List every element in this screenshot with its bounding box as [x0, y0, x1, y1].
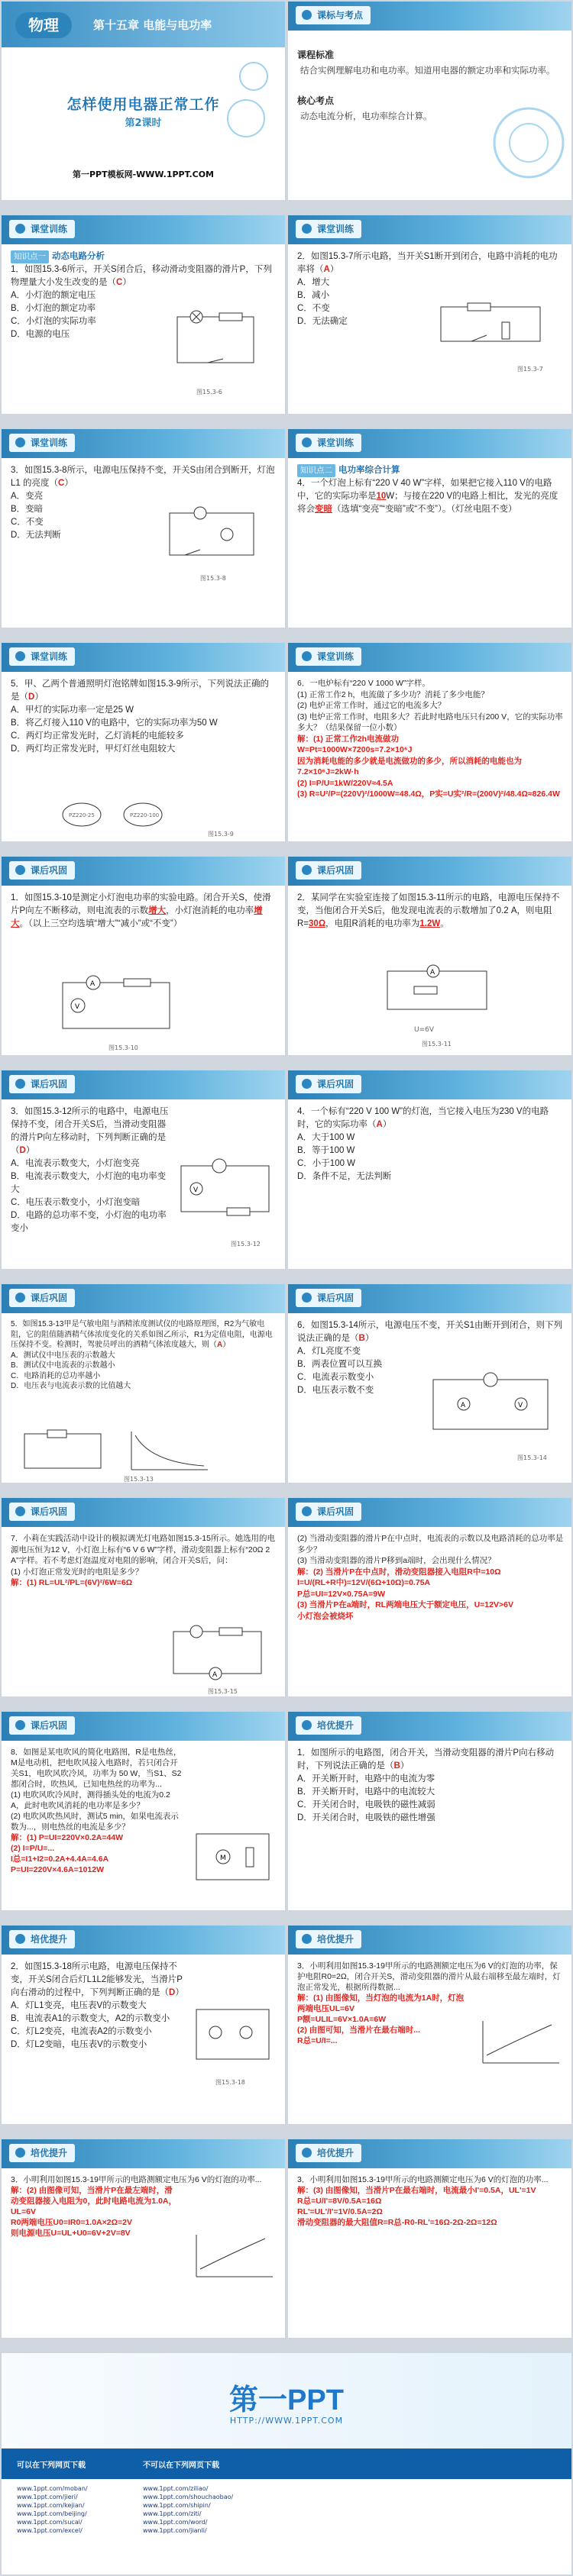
- option: D．无法判断: [11, 531, 61, 540]
- section-tag: 课堂训练: [9, 647, 75, 666]
- figure-caption: 图15.3-13: [124, 1476, 154, 1483]
- figure-caption: 图15.3-8: [200, 575, 226, 582]
- circuit-diagram: [426, 295, 555, 357]
- answer: 1.2W: [419, 919, 441, 928]
- question-end: ）: [329, 265, 339, 274]
- section-tag: 课堂训练: [296, 434, 361, 452]
- solution-line: 解：(1) 正常工作2h电流做功: [297, 734, 400, 744]
- option: D．无法确定: [297, 317, 348, 326]
- option: C．电压表示数变小，小灯泡变暗: [11, 1198, 141, 1207]
- answer: B: [358, 1334, 365, 1343]
- bulb-label: PZ220-100: [130, 812, 160, 818]
- option: B．测试仪中电流表的示数越小: [11, 1361, 115, 1370]
- solution-line: 小灯泡会被烧坏: [297, 1611, 354, 1621]
- svg-text:V: V: [193, 1186, 199, 1194]
- circuit-diagram: [47, 971, 185, 1040]
- lesson-title: 怎样使用电器正常工作: [66, 96, 220, 113]
- question-text: 3．小明利用如图15.3-19甲所示的电路测额定电压为6 V的灯泡的功率...: [11, 2175, 262, 2184]
- slide-q5: [2, 643, 285, 841]
- option: B．小灯泡的额定功率: [11, 304, 96, 313]
- section-tag: 课堂训练: [296, 220, 361, 238]
- slide-q4: [288, 429, 571, 628]
- answer: 增大: [148, 906, 167, 915]
- option: A．大于100 W: [297, 1133, 355, 1142]
- option: B．将乙灯接入110 V的电路中，它的实际功率为50 W: [11, 718, 218, 728]
- forbidden-link[interactable]: www.1ppt.com/jianli/: [143, 2527, 207, 2534]
- knowledge-label: 知识点一: [11, 250, 49, 263]
- answer: C: [58, 479, 65, 488]
- section-tag: 培优提升: [9, 1930, 75, 1948]
- solution-line: R总=U/I=...: [297, 2036, 338, 2045]
- option: A．灯L1变亮，电压表V的示数变大: [11, 2001, 147, 2010]
- slide-adv3: [288, 1926, 571, 2124]
- solution-line: I=U/(RL+R中)=12V/(6Ω+10Ω)=0.75A: [297, 1578, 431, 1587]
- option: C．电流表示数变小: [297, 1373, 374, 1382]
- chapter-title: 第十五章 电能与电功率: [93, 18, 212, 32]
- option: D．灯L2变暗，电压表V的示数变小: [11, 2040, 147, 2049]
- question-text: 3．如图15.3-12所示的电路中，电源电压保持不变，闭合开关S后，当滑动变阻器的滑片P向左移动时，下列判断正确的是（: [11, 1107, 169, 1155]
- slide-hw5: [2, 1284, 285, 1483]
- slide-hw8: [2, 1712, 285, 1910]
- sub-question: (2) 电吹风吹热风时，测试5 min，如果电流表示数为...，则电热丝的电流是多少？: [11, 1812, 179, 1832]
- option: C．灯L2变亮，电流表A2的示数变小: [11, 2027, 152, 2036]
- question-text: 4．一个标有“220 V 100 W”的灯泡，当它接入电压为230 V的电路时，它的实际功率（: [297, 1107, 549, 1129]
- allowed-title: 可以在下列网页下载: [17, 2461, 86, 2470]
- allowed-link[interactable]: www.1ppt.com/moban/: [17, 2485, 88, 2492]
- forbidden-link[interactable]: www.1ppt.com/shipin/: [143, 2502, 211, 2509]
- option: C．小灯泡的实际功率: [11, 317, 96, 326]
- slide-adv2: [2, 1926, 285, 2124]
- option: B．等于100 W: [297, 1146, 355, 1155]
- question-text: 7．小莉在实践活动中设计的模拟调光灯电路如图15.3-15所示。她选用的电源电压恒为12 V，小灯泡上标有“6 V 6 W”字样，滑动变阻器上标有“20Ω 2 A”字样。若不考虑灯泡温度对电阻的影响，闭合开关S后，问：: [11, 1534, 275, 1565]
- question-end: ）: [175, 1988, 184, 1997]
- sub-question: (2) 当滑动变阻器的滑片P在中点时，电流表的示数以及电路消耗的总功率是多少？: [297, 1534, 564, 1554]
- slide-cover: [2, 2, 285, 200]
- allowed-link[interactable]: www.1ppt.com/jieri/: [17, 2494, 78, 2500]
- forbidden-link[interactable]: www.1ppt.com/shouchaobao/: [143, 2494, 234, 2500]
- circuit-diagram: [173, 1154, 277, 1223]
- slide-adv3-c: [288, 2139, 571, 2338]
- forbidden-link[interactable]: www.1ppt.com/ziti/: [143, 2510, 202, 2517]
- figure-caption: 图15.3-18: [215, 2079, 245, 2086]
- figure-caption: 图15.3-12: [231, 1241, 261, 1248]
- answer: A: [323, 265, 330, 274]
- svg-text:A: A: [212, 1671, 218, 1679]
- answer: 10: [376, 492, 387, 501]
- figure-caption: 图15.3-14: [517, 1454, 547, 1461]
- graph-diagram: [471, 2017, 563, 2071]
- option: C．不变: [297, 304, 330, 313]
- forbidden-link[interactable]: www.1ppt.com/word/: [143, 2519, 208, 2526]
- question-text: 4．一个灯泡上标有“220 V 40 W”字样，如果把它接入110 V的电路中，它的实际功率是: [297, 479, 552, 501]
- answer: 增大: [11, 906, 263, 928]
- slide-hw2: [288, 857, 571, 1055]
- allowed-link[interactable]: www.1ppt.com/sucai/: [17, 2519, 83, 2526]
- circuit-and-graph: [17, 1428, 215, 1474]
- svg-text:A: A: [90, 980, 96, 988]
- question-text: 1．如图15.3-10是测定小灯泡电功率的实验电路。闭合开关S，使滑片P向左不断移动，则电流表的示数: [11, 893, 271, 915]
- section-tag: 课后巩固: [296, 1289, 361, 1307]
- question-text: 。: [440, 919, 449, 928]
- option: D．电压表示数不变: [297, 1386, 374, 1395]
- question-end: ）: [382, 1120, 392, 1129]
- solution-line: R总=U/I'=8V/0.5A=16Ω: [297, 2197, 382, 2206]
- sub-question: (3) 当滑动变阻器的滑片P移到a端时，会出现什么情况？: [297, 1556, 496, 1565]
- option: C．不变: [11, 518, 44, 527]
- section-tag: 课后巩固: [296, 1075, 361, 1093]
- question-text: ，电阻R消耗的电功率为: [325, 919, 420, 928]
- option: D．开关闭合时，电吸铁的磁性增强: [297, 1813, 435, 1822]
- question-text: W；与接在220 V的电路上相比，发光的亮度将会: [297, 492, 558, 514]
- option: A．开关断开时，电路中的电流为零: [297, 1774, 435, 1784]
- option: B．减小: [297, 291, 330, 300]
- knowledge-label: 知识点二: [297, 464, 335, 477]
- option: D．两灯均正常发光时，甲灯灯丝电阻较大: [11, 744, 176, 754]
- sub-question: (3) 电炉正常工作时，电阻多大？若此时电路电压只有200 V，它的实际功率多大？（结果保留一位小数）: [297, 712, 563, 732]
- option: B．电流表A1的示数变大，A2的示数变小: [11, 2014, 170, 2023]
- section-tag: 课后巩固: [296, 861, 361, 880]
- brand-logo: 第一PPT: [229, 2384, 344, 2416]
- solution-line: (3) R=U²/P=(220V)²/1000W=48.4Ω，P实=U实²/R=(200V)²/48.4Ω≈826.4W: [297, 789, 560, 799]
- answer: D: [169, 1988, 176, 1997]
- answer: D: [19, 1146, 26, 1155]
- solution-line: 解：(1) 由图像知，当灯泡的电流为1A时，灯泡两端电压UL=6V: [297, 1993, 465, 2013]
- slide-hw7: [2, 1498, 285, 1696]
- answer: B: [393, 1761, 400, 1771]
- svg-text:V: V: [75, 1003, 80, 1011]
- answer: 变暗: [315, 505, 332, 514]
- section-tag: 课后巩固: [9, 1503, 75, 1521]
- brand-url[interactable]: HTTP://WWW.1PPT.COM: [229, 2416, 344, 2426]
- circuit-diagram: [422, 1372, 559, 1441]
- section-tag: 课堂训练: [9, 220, 75, 238]
- option: C．两灯均正常发光时，乙灯消耗的电能较多: [11, 731, 184, 741]
- footer-bar: [2, 2448, 571, 2479]
- option: A．灯L亮度不变: [297, 1347, 361, 1356]
- option: D．电路的总功率不变，小灯泡的电功率变小: [11, 1211, 167, 1233]
- solution-line: P额=ULIL=6V×1.0A=6W: [297, 2015, 387, 2024]
- section-tag: 培优提升: [296, 2144, 361, 2162]
- answer: D: [28, 692, 35, 702]
- section-tag: 培优提升: [296, 1716, 361, 1735]
- question-text: 6．一电炉标有“220 V 1000 W”字样。: [297, 679, 430, 688]
- option: A．电流表示数变大，小灯泡变亮: [11, 1159, 140, 1168]
- solution-line: 解：(2) 当滑片P在中点时，滑动变阻器接入电阻R中=10Ω: [297, 1567, 501, 1577]
- question-text: 6．如图15.3-14所示，电源电压不变，开关S1由断开到闭合，则下列说法正确的是（: [297, 1321, 562, 1343]
- figure-caption: 图15.3-7: [517, 366, 543, 373]
- slide-hw6: [288, 1284, 571, 1483]
- question-text: 3．小明利用如图15.3-19甲所示的电路测额定电压为6 V的灯泡的功率，保护电阻R0=2Ω，闭合开关S，滑动变阻器的滑片从最右端移至最左端时，灯泡正常发光，根据所得数据...: [297, 1961, 561, 1992]
- section-tag: 课后巩固: [9, 1716, 75, 1735]
- question-text: 5．如图15.3-13甲是气敏电阻与酒精浓度测试仪的电路原理图，R2为气敏电阻，它的阻值随酒精气体浓度变化的关系如图乙所示，R1为定值电阻，电源电压保持不变。检测时，驾驶员呼出的酒精气体浓度越大，则（: [11, 1320, 273, 1349]
- sub-question: (1) 电吹风吹冷风时，测得插头处的电流为0.2 A，此时电吹风消耗的电功率是多少？: [11, 1790, 170, 1810]
- site-label: 第一PPT模板网-WWW.1PPT.COM: [72, 169, 215, 179]
- footer: [2, 2353, 571, 2574]
- question-text: 。（以上三空均选填“增大”“减小”或“不变”）: [19, 919, 183, 928]
- sub-question: (1) 小灯泡正常发光时的电阻是多少？: [11, 1567, 144, 1577]
- solution-line: P=UI=220V×4.6A=1012W: [11, 1865, 105, 1874]
- allowed-link[interactable]: www.1ppt.com/excel/: [17, 2527, 83, 2534]
- bulb-label: PZ220-25: [69, 812, 95, 818]
- question-text: 2．如图15.3-7所示电路，当开关S1断开到闭合，电路中消耗的电功率将（: [297, 252, 558, 274]
- option: B．变暗: [11, 505, 44, 514]
- snowflake-decoration: [487, 86, 571, 200]
- question-end: ）: [222, 1341, 231, 1349]
- solution-line: 滑动变阻器的最大阻值R=R总-R0-RL'=16Ω-2Ω-2Ω=12Ω: [297, 2218, 497, 2227]
- option: C．电路消耗的总功率越小: [11, 1371, 101, 1380]
- section-tag: 课堂训练: [296, 647, 361, 666]
- forbidden-link[interactable]: www.1ppt.com/ziliao/: [143, 2485, 209, 2492]
- svg-text:A: A: [430, 969, 435, 976]
- question-text: 1．如图所示的电路图，闭合开关，当滑动变阻器的滑片P向右移动时，下列说法正确的是（: [297, 1748, 555, 1771]
- question-end: ）: [122, 278, 131, 287]
- solution-line: 因为消耗电能的多少就是电流做功的多少，所以消耗的电能也为7.2×10⁶J=2kW·h: [297, 756, 522, 776]
- solution-line: (2) I=P/U=1kW/220V≈4.5A: [297, 778, 393, 788]
- svg-text:A: A: [461, 1402, 466, 1409]
- std-text: 结合实例理解电功和电功率。知道用电器的额定功率和实际功率。: [300, 66, 555, 76]
- question-text: 2．某同学在实验室连接了如图15.3-11所示的电路，电源电压保持不变，当他闭合开关S后，他发现电流表的示数增加了0.2 A，则电阻R=: [297, 893, 560, 928]
- core-text: 动态电流分析，电功率综合计算。: [300, 112, 432, 121]
- allowed-link[interactable]: www.1ppt.com/kejian/: [17, 2502, 85, 2509]
- option: D．电压表与电流表示数的比值越大: [11, 1382, 131, 1390]
- forbidden-title: 不可以在下列网页下载: [143, 2461, 219, 2470]
- option: D．条件不足，无法判断: [297, 1172, 392, 1181]
- section-tag: 培优提升: [296, 1930, 361, 1948]
- section-tag: 课后巩固: [296, 1503, 361, 1521]
- solution-line: (2) I=P/U=...: [11, 1844, 55, 1853]
- option: A．小灯泡的额定电压: [11, 291, 96, 300]
- solution-line: I总=I1+I2=0.2A+4.4A=4.6A: [11, 1855, 109, 1864]
- question-text: 8．如图是某电吹风的简化电路图，R是电热丝，M是电动机，把电吹风接入电路时，若只闭合开关S1，电吹风吹冷风，功率为 50 W，当S1、S2都闭合时，吹热风，已知电热丝的功率为...: [11, 1748, 182, 1789]
- solution-line: P总=UI=12V×0.75A=9W: [297, 1589, 385, 1599]
- answer: C: [116, 278, 123, 287]
- core-title: 核心考点: [297, 95, 335, 106]
- slide-q3: [2, 429, 285, 628]
- circuit-diagram: [154, 505, 269, 567]
- lesson-number: 第2课时: [125, 118, 162, 129]
- option: C．开关闭合时，电吸铁的磁性减弱: [297, 1800, 435, 1809]
- figure-caption: 图15.3-15: [208, 1688, 238, 1695]
- section-tag: 培优提升: [9, 2144, 75, 2162]
- question-text: 3．如图15.3-8所示，电源电压保持不变，开关S由闭合到断开，灯泡 L1 的亮度（: [11, 466, 275, 488]
- question-text: ，小灯泡消耗的电功率: [166, 906, 254, 915]
- solution-line: (3) 当滑片P在a端时，RL两端电压大于额定电压，U=12V>6V: [297, 1600, 513, 1609]
- figure-caption: 图15.3-11: [422, 1041, 452, 1048]
- option: A．增大: [297, 278, 330, 287]
- answer: 30Ω: [309, 919, 326, 928]
- question-end: ）: [364, 1334, 374, 1343]
- slide-q2: [288, 215, 571, 414]
- option: B．开关断开时，电路中的电流较大: [297, 1787, 435, 1796]
- section-tag: 课后巩固: [9, 1075, 75, 1093]
- figure-caption: 图15.3-6: [196, 389, 222, 395]
- section-tag: 课标与考点: [296, 6, 371, 24]
- slide-adv1: [288, 1712, 571, 1910]
- solution-line: 则电源电压U=UL+U0=6V+2V=8V: [11, 2229, 131, 2238]
- circuit-diagram: [372, 964, 502, 1025]
- slide-adv3-b: [2, 2139, 285, 2338]
- subject-badge: 物理: [15, 12, 72, 38]
- slide-hw7-cont: [288, 1498, 571, 1696]
- option: A．测试仪中电压表的示数越大: [11, 1351, 115, 1360]
- figure-caption: 图15.3-10: [108, 1044, 138, 1051]
- topic-title: 动态电路分析: [52, 252, 105, 261]
- option: B．两表位置可以互换: [297, 1360, 383, 1369]
- question-end: ）: [400, 1761, 410, 1771]
- graph-diagram: [185, 2231, 277, 2284]
- snowflake-decoration: [223, 53, 277, 145]
- option: D．电源的电压: [11, 330, 70, 339]
- slide-q1: [2, 215, 285, 414]
- question-end: ）: [25, 1146, 35, 1155]
- solution-line: W=Pt=1000W×7200s=7.2×10⁶J: [297, 745, 413, 754]
- question-end: ）: [34, 692, 44, 702]
- solution-line: RL'=UL'/I'=1V/0.5A=2Ω: [297, 2207, 383, 2216]
- option: A．甲灯的实际功率一定是25 W: [11, 705, 134, 715]
- slide-q6: [288, 643, 571, 841]
- circuit-diagram: [189, 2002, 277, 2071]
- answer: A: [217, 1341, 223, 1349]
- allowed-link[interactable]: www.1ppt.com/beijing/: [17, 2510, 87, 2517]
- sub-question: (2) 电炉正常工作时，通过它的电流多大？: [297, 701, 446, 710]
- solution-line: 解：(2) 由图像可知，当滑片P在最左端时，滑动变阻器接入电阻为0，此时电路电流为1.0A，UL=6V: [11, 2186, 177, 2216]
- solution-line: 解：(3) 由图像知，当滑片P在最右端时，电流最小I'=0.5A，UL'=1V: [297, 2186, 536, 2195]
- option: A．变亮: [11, 492, 44, 501]
- answer: A: [376, 1120, 383, 1129]
- voltage-label: U=6V: [414, 1026, 435, 1034]
- svg-text:M: M: [220, 1855, 226, 1862]
- svg-text:V: V: [518, 1402, 523, 1409]
- slide-hw3: [2, 1070, 285, 1269]
- question-text: 3．小明利用如图15.3-19甲所示的电路测额定电压为6 V的灯泡的功率...: [297, 2175, 549, 2184]
- solution-line: 解：(1) P=UI=220V×0.2A=44W: [11, 1833, 124, 1842]
- question-text: 1．如图15.3-6所示，开关S闭合后，移动滑动变阻器的滑片P，下列物理量大小发生改变的是（: [11, 265, 272, 287]
- std-title: 课程标准: [297, 50, 335, 60]
- slide-standards: [288, 2, 571, 200]
- topic-title: 电功率综合计算: [338, 466, 400, 475]
- circuit-diagram: [162, 305, 269, 382]
- circuit-diagram: [189, 1826, 277, 1891]
- option: B．电流表示数变大，小灯泡的电功率变大: [11, 1172, 167, 1194]
- section-tag: 课后巩固: [9, 1289, 75, 1307]
- circuit-diagram: [166, 1624, 273, 1685]
- question-text: 2．如图15.3-18所示电路，电源电压保持不变，开关S闭合后灯L1L2能够发光，当滑片P向右滑动的过程中，下列判断正确的是（: [11, 1962, 183, 1997]
- option: C．小于100 W: [297, 1159, 356, 1168]
- question-text: 5．甲、乙两个普通照明灯泡铭牌如图15.3-9所示，下列说法正确的是（: [11, 680, 270, 702]
- solution-line: R0两端电压U0=IR0=1.0A×2Ω=2V: [11, 2218, 132, 2227]
- solution-line: (2) 由图可知，当滑片在最右端时...: [297, 2026, 421, 2035]
- figure-caption: 图15.3-9: [208, 831, 234, 838]
- slide-hw4: [288, 1070, 571, 1269]
- question-text: （选填“变亮”“变暗”或“不变”）。（灯丝电阻不变）: [332, 505, 517, 514]
- solution-line: 解：(1) RL=UL²/PL=(6V)²/6W=6Ω: [11, 1578, 133, 1587]
- section-tag: 课后巩固: [9, 861, 75, 880]
- slide-hw1: [2, 857, 285, 1055]
- question-end: ）: [64, 479, 73, 488]
- sub-question: (1) 正常工作2 h，电流做了多少功？消耗了多少电能？: [297, 689, 489, 699]
- section-tag: 课堂训练: [9, 434, 75, 452]
